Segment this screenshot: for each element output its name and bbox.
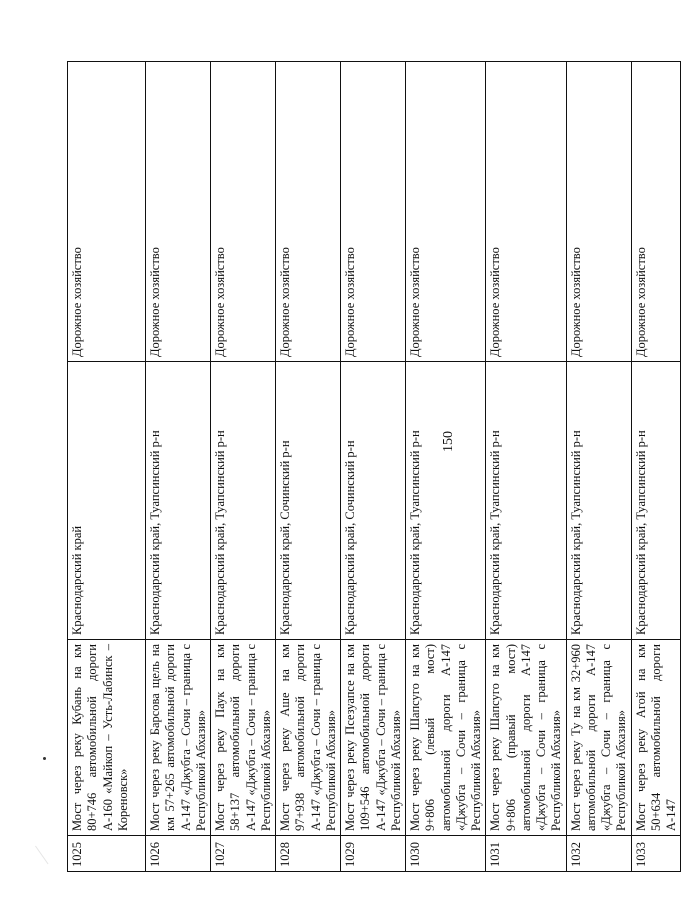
speck-mark	[43, 757, 46, 760]
object-name: Мост через реку Псезуапсе на км 109+546 автомобильной дороги А-147 «Джубга – Сочи – граница с Республикой Абхазия»	[341, 640, 406, 836]
objects-table	[67, 61, 681, 872]
row-number: 1025	[68, 836, 146, 872]
row-number: 1033	[631, 836, 681, 872]
object-name: Мост через реку Агой на км 50+634 автомобильной дороги А-147	[631, 640, 681, 836]
table-row	[486, 62, 566, 872]
object-category: Дорожное хозяйство	[631, 62, 681, 362]
table-row	[68, 62, 146, 872]
object-name: Мост через реку Кубань на км 80+746 автомобильной дороги А-160 «Майкоп – Усть-Лабинск – Кореновск»	[68, 640, 146, 836]
object-category: Дорожное хозяйство	[486, 62, 566, 362]
table-row	[341, 62, 406, 872]
object-category: Дорожное хозяйство	[68, 62, 146, 362]
object-name: Мост через реку Ту на км 32+960 автомобильной дороги А-147 «Джубга – Сочи – граница с Республикой Абхазия»	[566, 640, 631, 836]
rotated-table-frame	[67, 62, 678, 872]
object-location: Краснодарский край, Туапсинский р-н	[631, 362, 681, 640]
object-location: Краснодарский край, Туапсинский р-н	[566, 362, 631, 640]
object-category: Дорожное хозяйство	[211, 62, 276, 362]
object-name: Мост через реку Шапсуго на км 9+806 (левый мост) автомобильной дороги А-147 «Джубга – Сочи – граница с Республикой Абхазия»	[406, 640, 486, 836]
table-row	[406, 62, 486, 872]
object-location: Краснодарский край, Туапсинский р-н	[406, 362, 486, 640]
object-name: Мост через реку Паук на км 58+137 автомобильной дороги А-147 «Джубга – Сочи – граница с Республикой Абхазия»	[211, 640, 276, 836]
object-location: Краснодарский край, Туапсинский р-н	[211, 362, 276, 640]
row-number: 1030	[406, 836, 486, 872]
table-row	[146, 62, 211, 872]
object-name: Мост через реку Барсова щель на км 57+265 автомобильной дороги А-147 «Джубга – Сочи – граница с Республикой Абхазия»	[146, 640, 211, 836]
object-category: Дорожное хозяйство	[566, 62, 631, 362]
row-number: 1028	[276, 836, 341, 872]
row-number: 1031	[486, 836, 566, 872]
object-location: Краснодарский край, Туапсинский р-н	[146, 362, 211, 640]
object-name: Мост через реку Шапсуго на км 9+806 (правый мост) автомобильной дороги А-147 «Джубга – Сочи – граница с Республикой Абхазия»	[486, 640, 566, 836]
object-name: Мост через реку Аше на км 97+938 автомобильной дороги А-147 «Джубга – Сочи – граница с Республикой Абхазия»	[276, 640, 341, 836]
object-category: Дорожное хозяйство	[276, 62, 341, 362]
object-location: Краснодарский край, Сочинский р-н	[341, 362, 406, 640]
table-row	[276, 62, 341, 872]
object-location: Краснодарский край	[68, 362, 146, 640]
row-number: 1032	[566, 836, 631, 872]
table-row	[566, 62, 631, 872]
row-number: 1026	[146, 836, 211, 872]
object-category: Дорожное хозяйство	[406, 62, 486, 362]
object-category: Дорожное хозяйство	[341, 62, 406, 362]
object-category: Дорожное хозяйство	[146, 62, 211, 362]
scan-artifact	[35, 838, 60, 865]
row-number: 1029	[341, 836, 406, 872]
object-location: Краснодарский край, Туапсинский р-н	[486, 362, 566, 640]
table-row	[211, 62, 276, 872]
row-number: 1027	[211, 836, 276, 872]
table-row	[631, 62, 681, 872]
object-location: Краснодарский край, Сочинский р-н	[276, 362, 341, 640]
page-number: 150	[441, 431, 456, 452]
